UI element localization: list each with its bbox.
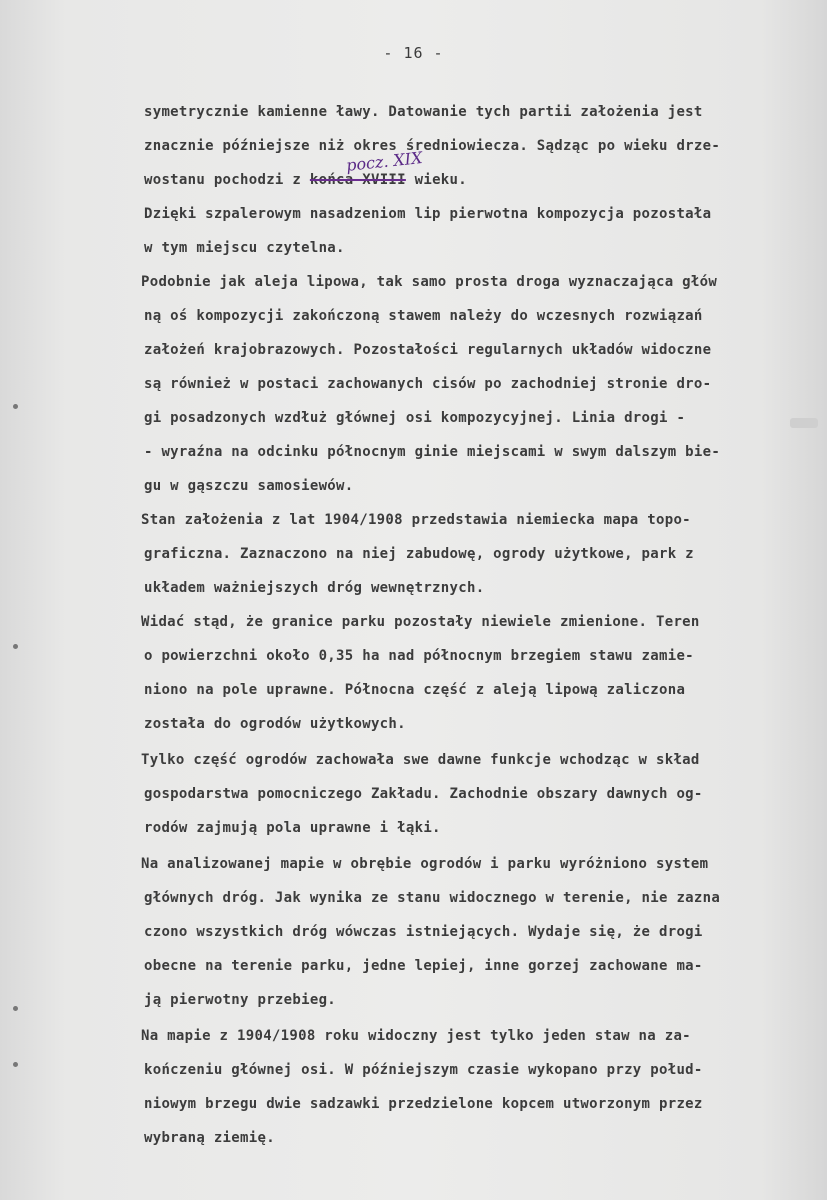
text-line: ną oś kompozycji zakończoną stawem należy do wczesnych rozwiązań xyxy=(144,308,703,324)
text-line: Dzięki szpalerowym nasadzeniom lip pierwotna kompozycja pozostała xyxy=(144,206,712,222)
text-line: o powierzchni około 0,35 ha nad północnym brzegiem stawu zamie- xyxy=(144,648,694,664)
punch-hole xyxy=(13,1006,18,1011)
text-line: gi posadzonych wzdłuż głównej osi kompozycyjnej. Linia drogi - xyxy=(144,410,686,426)
text-line: obecne na terenie parku, jedne lepiej, inne gorzej zachowane ma- xyxy=(144,958,703,974)
text-line xyxy=(144,172,467,188)
handwritten-correction: pocz. XIX xyxy=(345,148,424,175)
text-line: Tylko część ogrodów zachowała swe dawne funkcje wchodząc w skład xyxy=(141,752,700,768)
text-line: niowym brzegu dwie sadzawki przedzielone kopcem utworzonym przez xyxy=(144,1096,703,1112)
paper-mark xyxy=(790,418,818,428)
text-line: Na mapie z 1904/1908 roku widoczny jest tylko jeden staw na za- xyxy=(141,1028,691,1044)
struck-text: końca XVIII xyxy=(309,172,406,188)
text-line: została do ogrodów użytkowych. xyxy=(144,716,406,732)
text-line: Widać stąd, że granice parku pozostały niewiele zmienione. Teren xyxy=(141,614,700,630)
page-number: - 16 - xyxy=(383,44,444,62)
text-line: są również w postaci zachowanych cisów po zachodniej stronie dro- xyxy=(144,376,712,392)
text-line: Na analizowanej mapie w obrębie ogrodów i parku wyróżniono system xyxy=(141,856,709,872)
text-line: kończeniu głównej osi. W późniejszym czasie wykopano przy połud- xyxy=(144,1062,703,1078)
text-line: ją pierwotny przebieg. xyxy=(144,992,337,1008)
text-line: Stan założenia z lat 1904/1908 przedstawia niemiecka mapa topo- xyxy=(141,512,691,528)
text-line: wybraną ziemię. xyxy=(144,1130,275,1146)
text-span: wostanu pochodzi z xyxy=(144,172,310,188)
text-line: gospodarstwa pomocniczego Zakładu. Zachodnie obszary dawnych og- xyxy=(144,786,703,802)
text-line: głównych dróg. Jak wynika ze stanu widocznego w terenie, nie zazna xyxy=(144,890,721,906)
text-line: niono na pole uprawne. Północna część z aleją lipową zaliczona xyxy=(144,682,686,698)
text-line: układem ważniejszych dróg wewnętrznych. xyxy=(144,580,485,596)
text-line: gu w gąszczu samosiewów. xyxy=(144,478,354,494)
text-line: czono wszystkich dróg wówczas istniejących. Wydaje się, że drogi xyxy=(144,924,703,940)
text-line: założeń krajobrazowych. Pozostałości regularnych układów widoczne xyxy=(144,342,712,358)
text-line: - wyraźna na odcinku północnym ginie miejscami w swym dalszym bie- xyxy=(144,444,721,460)
punch-hole xyxy=(13,404,18,409)
punch-hole xyxy=(13,1062,18,1067)
text-span: wieku. xyxy=(405,172,467,188)
text-line: symetrycznie kamienne ławy. Datowanie tych partii założenia jest xyxy=(144,104,703,120)
text-line: rodów zajmują pola uprawne i łąki. xyxy=(144,820,441,836)
text-line: graficzna. Zaznaczono na niej zabudowę, ogrody użytkowe, park z xyxy=(144,546,694,562)
text-line: Podobnie jak aleja lipowa, tak samo prosta droga wyznaczająca głów xyxy=(141,274,718,290)
text-line: znacznie późniejsze niż okres średniowiecza. Sądząc po wieku drze- xyxy=(144,138,721,154)
punch-hole xyxy=(13,644,18,649)
text-line: w tym miejscu czytelna. xyxy=(144,240,345,256)
